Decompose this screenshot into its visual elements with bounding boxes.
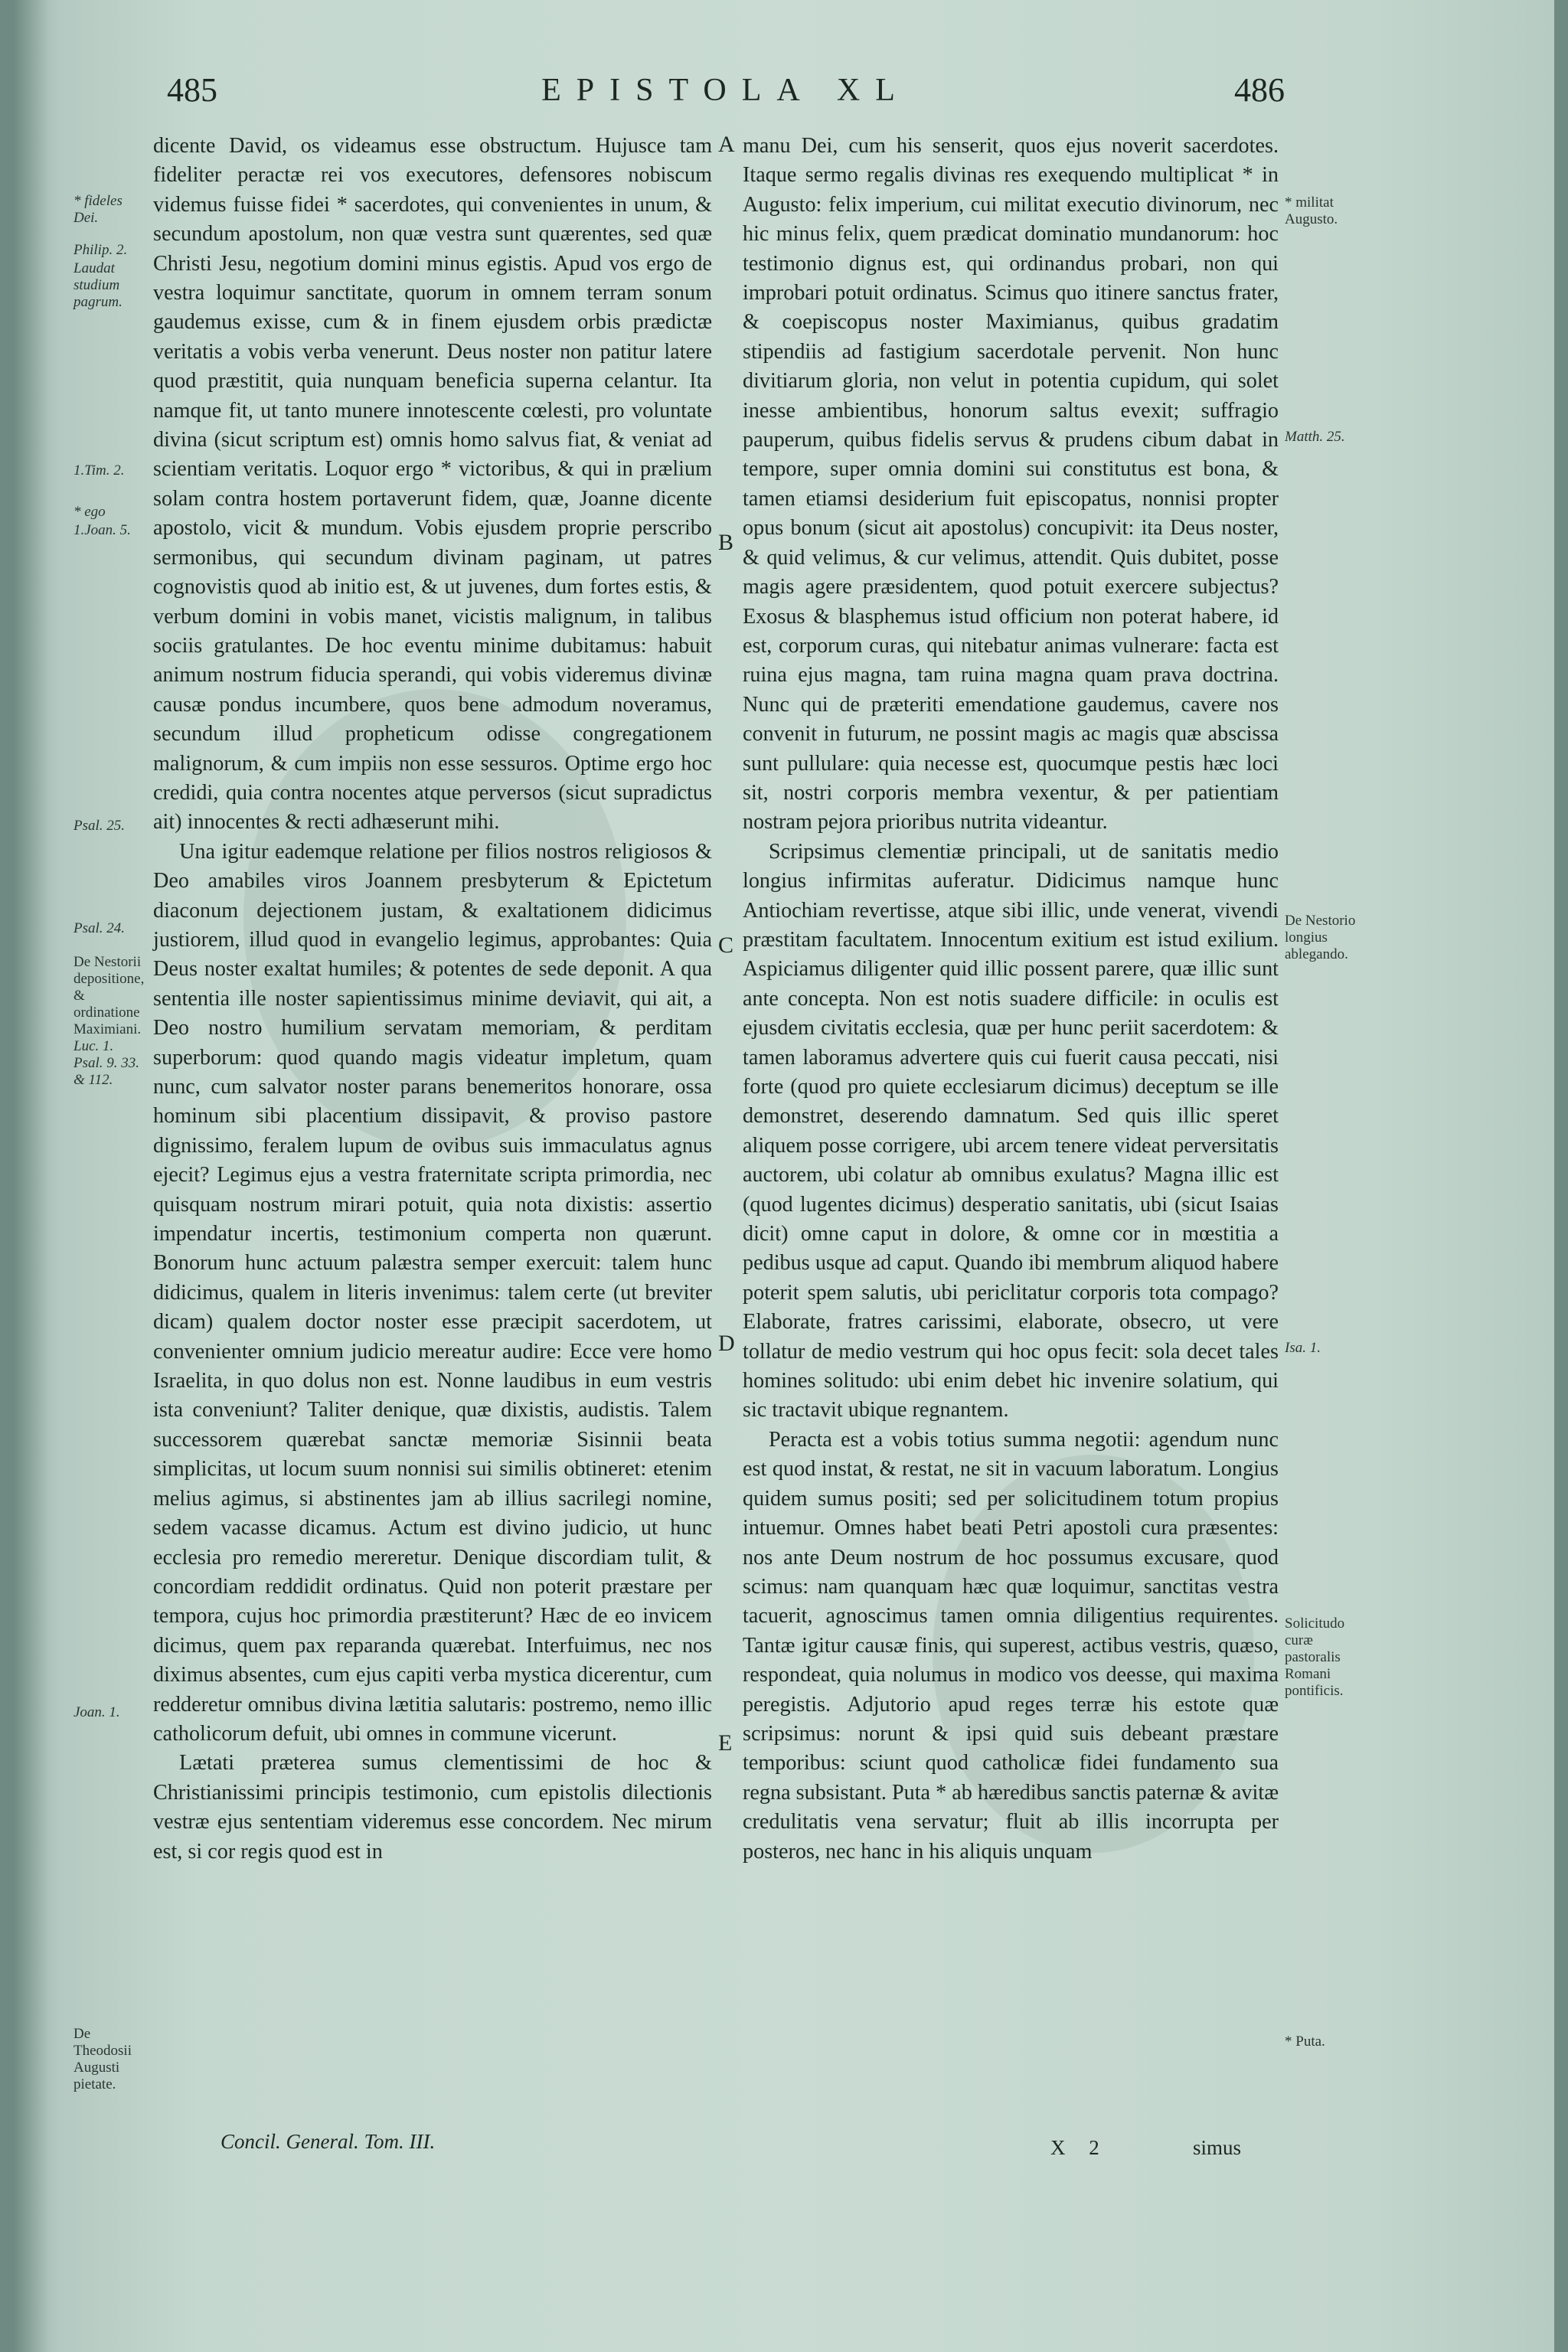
margin-note: Psal. 25. [74,818,126,834]
margin-note: 1.Tim. 2. [74,462,125,479]
margin-note: Matth. 25. [1285,429,1345,445]
paragraph: Scripsimus clementiæ principali, ut de sanitatis medio longius infirmitas auferatur. Didicimus namque hunc Antiochiam revertisse, atque sibi illic, unde venerat, vivendi præstitam facultatem. Innocentum exitium est istud exilium. Aspiciamus diligenter quid illic possent parere, quæ illic sunt ante concepta. Non est notis suadere difficile: in oculis est ejusdem civitatis ecclesia, quæ per hunc periit sacerdotem: & tamen laboramus advertere quis cui fuerit causa peccati, nisi forte (quod pro quiete ecclesiarum dicimus) deceptum se ille demonstret, deserendo damnatum. Sed quis illic speret aliquem posse corrigere, ubi arcem tenere videat perversitatis auctorem, ubi colatur ab omnibus exulatus? Magna illic est (quod lugentes dicimus) desperatio sanitatis, ubi (sicut Isaias dicit) omne caput in dolore, & omne cor in mœstitia a pedibus usque ad caput. Quando ibi membrum aliquod habere poterit spem salutis, ubi periclitatur corporis tota compago? Elaborate, fratres carissimi, elaborate, obsecro, ut vere tollatur de medio vestrum qui hoc opus fecit: sola decet tales homines solitudo: ubi enim debet hic invenire solatium, qui sic tractavit ubique regnantem. [743,839,1279,1423]
margin-note: * fideles Dei. [74,193,122,226]
paragraph: dicente David, os videamus esse obstructum. Hujusce tam fideliter peractæ rei vos executores, defensores nobiscum videmus fuisse fidei * sacerdotes, qui convenientes in unum, & secundum apostolum, non quæ vestra sunt quærentes, sed quæ Christi Jesu, negotium domini minus egistis. Apud vos ergo de vestra loquimur sanctitate, quorum in omnem terram sonum gaudemus exisse, cum & in finem ejusdem orbis prædictæ veritatis a vobis verba venerunt. Deus noster non patitur latere quod præstitit, quia nunquam beneficia superna celantur. Ita namque fit, ut tanto munere innotescente cœlesti, pro voluntate divina (sicut scriptum est) omnis homo salvus fiat, & veniat ad scientiam veritatis. Loquor ergo * victoribus, & qui in prælium solam contra hostem portaverunt fidem, quæ, Joanne dicente apostolo, vicit & mundum. Vobis ejusdem proprie perscribo sermonibus, qui secundum divinam paginam, ut patres cognovistis quod ab initio est, & ut juvenes, dum fortes estis, & verbum domini in vobis manet, vicistis malignum, in talibus sociis gratulantes. De hoc eventu minime dubitamus: habuit animum nostrum fiducia sperandi, qui vobis videremus divinæ causæ pondus incumbere, quos bene admodum noveramus, secundum illud propheticum odisse congregationem malignorum, & cum impiis non esse sessuros. Optime ergo hoc credidi, quia contra nocentes atque perversos (sicut supradictus ait) innocentes & recti adhæserunt mihi. [153,134,712,835]
margin-note: De Nestorio longius ablegando. [1285,913,1356,962]
right-text-column [743,132,1279,1867]
margin-note: Luc. 1. [74,1038,114,1054]
signature-mark: X 2 [1050,2136,1109,2159]
left-text-column [153,132,712,1867]
section-letter: C [718,933,734,958]
running-header [167,70,1285,116]
paragraph: Peracta est a vobis totius summa negotii: agendum nunc est quod instat, & restat, ne sit in vacuum laboratum. Longius quidem sumus positi; sed per solicitudinem totum propius intuemur. Omnes habet beati Petri apostoli cura præsentes: nos ante Deum nostrum de hoc possumus excusare, quod scimus: nam quanquam hæc quæ loquimur, sanctitas vestra tacuerit, agnoscimus tamen omnia diligentius requirentes. Tantæ igitur causæ finis, qui superest, actibus vestris, quæso, respondeat, quia nolumus in modico vos deesse, qui maxima peregistis. Adjutorio apud reges terræ his estote quæ scripsimus: norunt & ipsi quid suis debeant præstare temporibus: sciunt quod catholicæ fidei fundamento sua regna subsistant. Puta * ab hæredibus sanctis paternæ & avitæ credulitatis vena servatur; fluit ab illis incorrupta per posteros, nec hanc in his aliquis unquam [743,1427,1279,1864]
margin-note: 1.Joan. 5. [74,522,131,538]
margin-note: Joan. 1. [74,1704,120,1720]
margin-note: * Puta. [1285,2034,1325,2050]
book-page [14,0,1554,2352]
margin-note: Psal. 24. [74,920,126,936]
margin-note: De Theodosii Augusti pietate. [74,2026,132,2092]
section-letter: D [718,1331,735,1356]
section-letter: A [718,132,735,157]
section-letter: E [718,1730,733,1756]
margin-note: Isa. 1. [1285,1340,1321,1356]
margin-note: Philip. 2. [74,242,128,258]
margin-note: Solicitudo curæ pastoralis Romani pontificis. [1285,1615,1345,1699]
paragraph: manu Dei, cum his senserit, quos ejus noverit sacerdotes. Itaque sermo regalis divinas res exequendo multiplicat * in Augusto: felix imperium, cui militat executio divinorum, nec hic minus felix, quem prædicat dominatio mundanorum: hoc testimonio dignus est, qui ordinandus probari, non qui improbari potuit ordinatus. Scimus quo itinere sanctus frater, & coepiscopus noster Maximianus, quibus gradatim stipendiis ad fastigium sacerdotale pervenit. Non hunc divitiarum gloria, non velut in potentia cupidum, qui solet inesse ambientibus, honorum saltus evexit; suffragio pauperum, quibus fidelis servus & prudens cibum dabat in tempore, super omnia domini sui constitutus est bona, & tamen etiamsi desiderium fuit episcopatus, nonnisi propter opus bonum (sicut ait apostolus) concupivit: ita Deus noster, & quid velimus, & cur velimus, attendit. Quis dubitet, posse magis agere præsidentem, quod potuit exercere subjectus? Exosus & blasphemus istud officium non poterat habere, id est, corporum curas, qui nitebatur animas vulnerare: facta est ruina ejus magna, tam ruina magna quam prava doctrina. Nunc qui de præteriti emendatione gaudemus, cavere nos convenit in futurum, ne possint magis ac magis quæ abscissa sunt pullulare: quia necesse est, quocumque pestis hæc loci sit, nostri corporis membra vexentur, & per patientiam nostram pejora prioribus nutrita videantur. [743,134,1279,835]
margin-note: * ego [74,504,106,520]
adjacent-page-edge [14,0,47,2352]
volume-line: Concil. General. Tom. III. [220,2130,436,2153]
margin-note: Laudat studium pagrum. [74,260,122,310]
page-number-right: 486 [1234,71,1285,109]
margin-note: Psal. 9. 33. [74,1055,140,1071]
paragraph: Lætati præterea sumus clementissimi de hoc & Christianissimi principis testimonio, cum epistolis dilectionis vestræ ejus sententiam videremus esse concordem. Nec mirum est, si cor regis quod est in [153,1751,712,1864]
page-number-left: 485 [167,71,217,109]
page-title: EPISTOLA XL [541,73,910,108]
catchword: simus [1193,2136,1242,2159]
margin-note: De Nestorii depositione, & ordinatione Maximiani. [74,954,145,1037]
section-letter: B [718,530,734,555]
margin-note: & 112. [74,1072,113,1088]
margin-note: * militat Augusto. [1285,194,1338,227]
paragraph: Una igitur eademque relatione per filios nostros religiosos & Deo amabiles viros Joannem presbyterum & Epictetum diaconum dejectionem justam, & exaltationem didicimus justiorem, illud quod in evangelio legimus, approbantes: Quia Deus noster exaltat humiles; & potentes de sede deponit. A qua sententia ille noster sapientissimus minime deviavit, qui ait, a Deo nostro humilium servatam memoriam, & perditam superborum: quod quando magis videatur impletum, quam nunc, cum salvator noster parans benemeritos honorare, ossa hominum sibi placentium dissipavit, & proviso pastore dignissimo, feralem lupum de ovibus suis immaculatus agnus ejecit? Legimus ejus a vestra fraternitate scripta primordia, nec quisquam nostrum mirari potuit, quia nota dixistis: assertio impendatur incertis, testimonium comperta non quærunt. Bonorum hunc actuum palæstra semper exercuit: talem hunc didicimus, qualem in literis invenimus: talem certe (ut breviter dicam) qualem doctor noster esse præcipit sacerdotem, ut convenienter omnium judicio mereatur audire: Ecce vere homo Israelita, in quo dolus non est. Nonne laudibus in eum vestris ista conveniunt? Taliter denique, quæ dixistis, audistis. Talem successorem quærebat sanctæ memoriæ Sisinnii beata simplicitas, ut locum suum nonnisi sui similis obtineret: etenim melius agimus, si abstinentes jam ab illius sacrilegi nomine, sedem vacasse dicamus. Actum est divino judicio, ut hunc ecclesia pro remedio mereretur. Denique discordiam tulit, & concordiam reddidit ordinatus. Quid non poterit præstare per tempora, cujus hoc primordia præstiterunt? Hæc de eo invicem dicimus, quem pax reparanda quærebat. Interfuimus, nec nos diximus absentes, cum ejus capiti verba mystica dicerentur, cum redderetur omnibus divina lætitia salutaris: postremo, nemo illic catholicorum defuit, ubi omnes in commune vicerunt. [153,839,712,1746]
